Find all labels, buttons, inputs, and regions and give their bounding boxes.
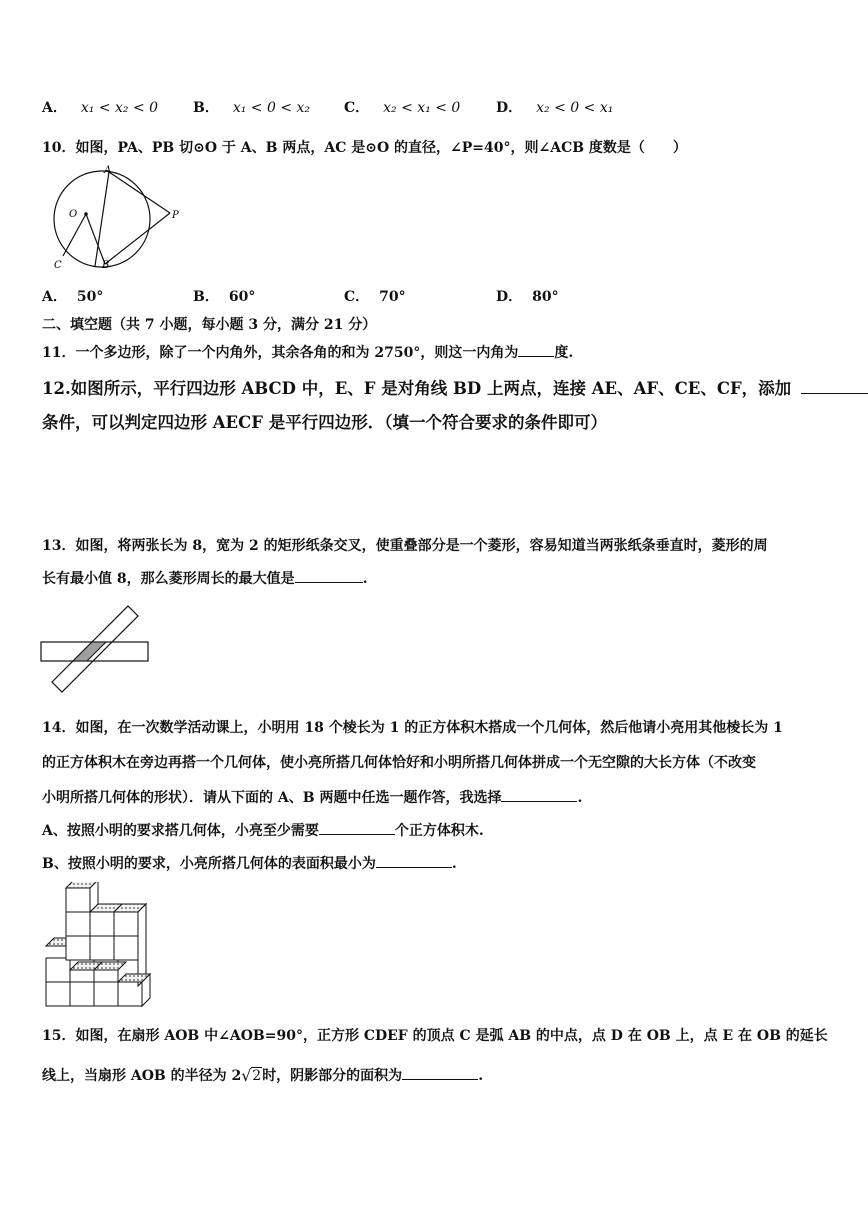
section-heading: 二、填空题（共 7 小题，每小题 3 分，满分 21 分） bbox=[42, 317, 377, 333]
sqrt-value: 2 bbox=[252, 1068, 262, 1084]
q14-a-blank[interactable] bbox=[319, 833, 395, 835]
q9-option-c bbox=[344, 97, 460, 117]
q9-option-d bbox=[496, 97, 613, 117]
option-letter: B． bbox=[193, 289, 219, 305]
option-expr: x₁ < 0 < x₂ bbox=[232, 100, 311, 116]
option-letter: D． bbox=[496, 289, 523, 305]
line-bp bbox=[105, 213, 170, 264]
q14-b-blank[interactable] bbox=[376, 866, 452, 868]
q15-text: 线上，当扇形 AOB 的半径为 2 bbox=[42, 1068, 242, 1084]
q14-option-a bbox=[42, 820, 484, 840]
q15-after: . bbox=[478, 1068, 484, 1084]
q13-line1: 13．如图，将两张长为 8，宽为 2 的矩形纸条交叉，使重叠部分是一个菱形，容易知道当两张纸条垂直时，菱形的周 bbox=[42, 538, 768, 554]
q12-text: 12.如图所示，平行四边形 ABCD 中，E、F 是对角线 BD 上两点，连接 AE、AF、CE、CF，添加 bbox=[42, 379, 792, 398]
q14-choice-blank[interactable] bbox=[501, 800, 577, 802]
q14-b-text: B、按照小明的要求，小亮所搭几何体的表面积最小为 bbox=[42, 856, 376, 872]
q12-blank[interactable] bbox=[801, 392, 868, 394]
q15-mid: 时，阴影部分的面积为 bbox=[262, 1068, 403, 1084]
q12-line1 bbox=[42, 375, 868, 399]
q14-a-after: 个正方体积木. bbox=[394, 823, 484, 839]
q13-blank[interactable] bbox=[295, 581, 363, 583]
line-oc bbox=[63, 214, 86, 256]
q10-option-a bbox=[42, 286, 103, 306]
q10-option-c bbox=[344, 286, 406, 306]
label-p: P bbox=[172, 210, 179, 221]
q13-text: 长有最小值 8，那么菱形周长的最大值是 bbox=[42, 571, 295, 587]
sqrt-two: √ 2 bbox=[241, 1066, 262, 1085]
q14-line1: 14．如图，在一次数学活动课上，小明用 18 个棱长为 1 的正方体积木搭成一个几何体，然后他请小亮用其他棱长为 1 bbox=[42, 720, 783, 736]
q14-option-b bbox=[42, 853, 457, 873]
option-value: 70° bbox=[379, 289, 406, 305]
q11-blank[interactable] bbox=[518, 355, 554, 357]
q13-line2 bbox=[42, 568, 368, 588]
q15-blank[interactable] bbox=[402, 1078, 478, 1080]
option-letter: C． bbox=[344, 100, 370, 116]
q13-after: . bbox=[362, 571, 368, 587]
option-expr: x₂ < x₁ < 0 bbox=[383, 100, 461, 116]
q10-text: 10．如图，PA、PB 切⊙O 于 A、B 两点，AC 是⊙O 的直径，∠P=40°，则∠ACB 度数是（ ） bbox=[42, 140, 687, 156]
option-expr: x₂ < 0 < x₁ bbox=[536, 100, 614, 116]
q12-line2: 条件，可以判定四边形 AECF 是平行四边形．（填一个符合要求的条件即可） bbox=[42, 413, 607, 432]
q10-option-b bbox=[193, 286, 255, 306]
option-value: 50° bbox=[76, 289, 104, 305]
label-a: A bbox=[104, 165, 112, 176]
option-letter: C． bbox=[344, 289, 370, 305]
q14-line3 bbox=[42, 787, 582, 807]
option-letter: D． bbox=[496, 100, 523, 116]
option-letter: B． bbox=[193, 100, 219, 116]
q11-text bbox=[42, 342, 573, 362]
q14-a-text: A、按照小明的要求搭几何体，小亮至少需要 bbox=[42, 823, 319, 839]
q15-line1: 15．如图，在扇形 AOB 中∠AOB=90°，正方形 CDEF 的顶点 C 是弧 AB 的中点，点 D 在 OB 上，点 E 在 OB 的延长 bbox=[42, 1028, 828, 1044]
center-dot bbox=[84, 212, 88, 216]
q14-cubes-figure bbox=[40, 882, 155, 1014]
q11-after: 度. bbox=[554, 345, 574, 361]
option-value: 60° bbox=[228, 289, 256, 305]
q11-before: 11．一个多边形，除了一个内角外，其余各角的和为 2750°，则这一内角为 bbox=[42, 345, 519, 361]
q10-circle-figure bbox=[36, 162, 186, 274]
q9-option-a bbox=[42, 97, 158, 117]
q13-strips-figure bbox=[38, 602, 153, 698]
q10-option-d bbox=[496, 286, 559, 306]
label-c: C bbox=[54, 260, 62, 271]
option-value: 80° bbox=[532, 289, 559, 305]
line-ap bbox=[109, 172, 170, 213]
label-b: B bbox=[102, 260, 110, 271]
option-letter: A． bbox=[42, 289, 67, 305]
label-o: O bbox=[69, 209, 78, 220]
q14-after: . bbox=[577, 790, 583, 806]
rhombus-overlap bbox=[73, 642, 106, 661]
q14-line2: 的正方体积木在旁边再搭一个几何体，使小亮所搭几何体恰好和小明所搭几何体拼成一个无空隙的大长方体（不改变 bbox=[42, 755, 756, 771]
q9-option-b bbox=[193, 97, 310, 117]
q14-text: 小明所搭几何体的形状）．请从下面的 A、B 两题中任选一题作答，我选择 bbox=[42, 790, 502, 806]
option-letter: A． bbox=[42, 100, 67, 116]
q15-line2 bbox=[42, 1065, 483, 1085]
line-ab bbox=[95, 172, 109, 266]
option-expr: x₁ < x₂ < 0 bbox=[80, 100, 159, 116]
q14-b-after: . bbox=[451, 856, 457, 872]
